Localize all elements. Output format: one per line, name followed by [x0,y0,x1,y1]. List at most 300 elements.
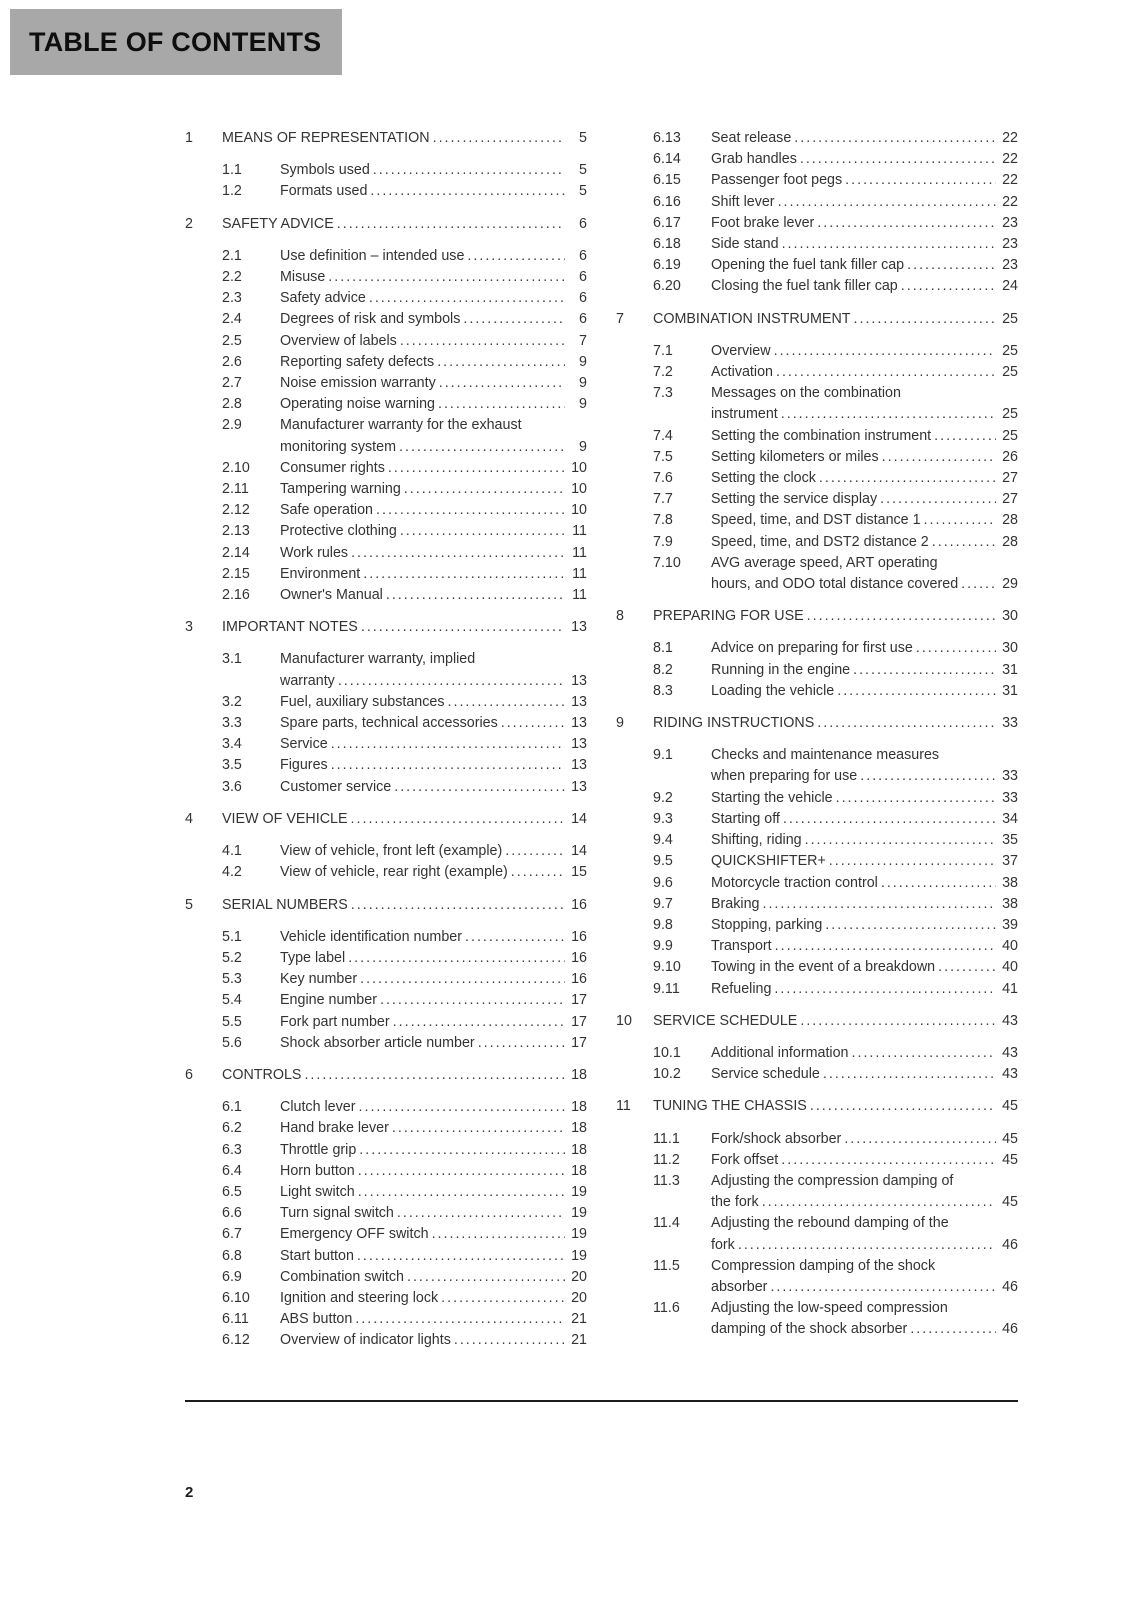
toc-entry-line [280,649,587,670]
toc-entry-body [280,1267,587,1288]
toc-entry-title: Overview of indicator lights [280,1332,451,1349]
toc-entry-line [280,585,587,606]
toc-leader-dots [924,510,996,531]
toc-entry-body [653,1096,1018,1117]
toc-entry-title: Hand brake lever [280,1120,389,1137]
toc-entry-number: 10.2 [653,1066,681,1083]
toc-section-entry [616,426,1018,447]
toc-entry-page: 7 [579,332,587,349]
toc-entry-line [711,979,1018,1000]
toc-entry-body [711,1129,1018,1150]
toc-entry-page: 28 [1002,533,1018,550]
toc-entry-title: Adjusting the low-speed compression [711,1300,948,1317]
toc-leader-dots [373,160,565,181]
toc-entry-body [711,213,1018,234]
toc-entry-body [280,394,587,415]
toc-entry-line [222,214,587,235]
toc-entry-body [711,276,1018,297]
toc-leader-dots [394,777,565,798]
toc-leader-dots [938,957,996,978]
toc-entry-line [280,713,587,734]
toc-entry-body [222,809,587,830]
toc-section-entry [616,1150,1018,1171]
toc-entry-line [711,1256,1018,1277]
toc-entry-number: 6.4 [222,1162,242,1179]
toc-entry-page: 29 [1002,576,1018,593]
toc-leader-dots [852,1043,997,1064]
toc-section-entry [185,564,587,585]
toc-entry-number: 4.2 [222,864,242,881]
toc-entry-page: 45 [1002,1194,1018,1211]
toc-entry-body [280,1033,587,1054]
toc-chapter-entry [185,1065,587,1086]
toc-section-entry [616,894,1018,915]
toc-entry-title: Fuel, auxiliary substances [280,693,445,710]
toc-entry-page: 14 [571,843,587,860]
toc-entry-line [653,713,1018,734]
toc-entry-body [711,660,1018,681]
toc-leader-dots [781,1150,996,1171]
toc-entry-body [280,479,587,500]
toc-entry-title: the fork [711,1194,759,1211]
toc-entry-title: Manufacturer warranty for the exhaust [280,417,522,434]
toc-entry-line [280,1246,587,1267]
toc-entry-body [711,489,1018,510]
toc-entry-number: 3.5 [222,757,242,774]
toc-section-entry [185,1118,587,1139]
toc-entry-body [711,638,1018,659]
toc-section-entry [616,383,1018,425]
toc-entry-page: 19 [571,1247,587,1264]
toc-entry-title: monitoring system [280,438,397,455]
toc-entry-number: 9.10 [653,959,681,976]
toc-entry-page: 9 [579,438,587,455]
toc-entry-body [711,1043,1018,1064]
toc-section-entry [616,1298,1018,1340]
toc-entry-line [222,128,587,149]
toc-leader-dots [817,213,996,234]
toc-entry-title: Shifting, riding [711,832,802,849]
toc-entry-title: COMBINATION INSTRUMENT [653,310,851,327]
toc-entry-title: Speed, time, and DST2 distance 2 [711,533,929,550]
toc-leader-dots [774,341,996,362]
toc-entry-body [280,969,587,990]
toc-entry-page: 41 [1002,980,1018,997]
toc-section-entry [616,468,1018,489]
toc-section-entry [616,128,1018,149]
toc-entry-body [280,713,587,734]
toc-entry-number: 5.1 [222,928,242,945]
toc-entry-number: 1.1 [222,162,242,179]
toc-section-entry [185,927,587,948]
toc-entry-title: Speed, time, and DST distance 1 [711,512,921,529]
toc-entry-number: 6.14 [653,151,681,168]
toc-section-entry [185,1012,587,1033]
toc-entry-title: warranty [280,672,335,689]
toc-entry-line [280,1097,587,1118]
toc-entry-title: Shock absorber article number [280,1034,475,1051]
toc-entry-page: 46 [1002,1236,1018,1253]
toc-section-entry [616,276,1018,297]
toc-section-entry [185,1140,587,1161]
toc-entry-line [653,1011,1018,1032]
toc-entry-line [711,745,1018,766]
toc-entry-title: damping of the shock absorber [711,1321,908,1338]
toc-entry-page: 23 [1002,236,1018,253]
toc-entry-line [711,532,1018,553]
toc-entry-body [222,128,587,149]
toc-entry-page: 18 [571,1162,587,1179]
toc-entry-number: 9 [616,715,624,732]
toc-entry-title: PREPARING FOR USE [653,608,804,625]
toc-entry-title: Closing the fuel tank filler cap [711,278,898,295]
toc-section-entry [616,255,1018,276]
toc-leader-dots [432,1224,565,1245]
toc-entry-page: 5 [579,130,587,146]
toc-entry-line [711,638,1018,659]
toc-entry-page: 13 [571,693,587,710]
toc-leader-dots [407,1267,565,1288]
toc-entry-title: Loading the vehicle [711,682,835,699]
toc-entry-line [280,521,587,542]
toc-entry-title: Adjusting the rebound damping of the [711,1215,949,1232]
toc-entry-body [711,1171,1018,1213]
toc-entry-title: Fork/shock absorber [711,1130,842,1147]
toc-leader-dots [351,895,565,916]
toc-entry-number: 2.1 [222,247,242,264]
toc-entry-title: Safe operation [280,502,373,519]
toc-entry-title: Protective clothing [280,523,397,540]
toc-leader-dots [901,276,996,297]
toc-leader-dots [932,532,996,553]
toc-leader-dots [805,830,996,851]
toc-entry-number: 6.18 [653,236,681,253]
toc-leader-dots [501,713,565,734]
toc-entry-title: Clutch lever [280,1099,356,1116]
toc-entry-number: 7 [616,310,624,327]
toc-entry-title: Setting the clock [711,470,816,487]
toc-section-entry [185,415,587,457]
toc-leader-dots [357,1246,565,1267]
toc-entry-number: 9.7 [653,895,673,912]
toc-leader-dots [829,851,996,872]
toc-entry-title: SERVICE SCHEDULE [653,1012,798,1029]
toc-entry-body [280,755,587,776]
toc-entry-body [711,426,1018,447]
toc-entry-number: 6.11 [222,1311,249,1328]
toc-entry-page: 31 [1002,661,1018,678]
toc-leader-dots [467,246,565,267]
toc-leader-dots [397,1203,565,1224]
toc-entry-line [280,1161,587,1182]
toc-leader-dots [807,606,996,627]
toc-entry-body [711,873,1018,894]
toc-leader-dots [478,1033,565,1054]
toc-entry-page: 13 [571,757,587,774]
toc-entry-number: 7.3 [653,385,673,402]
toc-entry-number: 2.2 [222,269,242,286]
toc-entry-body [653,1011,1018,1032]
toc-entry-line [280,777,587,798]
toc-entry-line [280,500,587,521]
toc-entry-line [280,479,587,500]
toc-entry-title: Overview of labels [280,332,397,349]
toc-entry-line [280,246,587,267]
toc-section-entry [185,1288,587,1309]
toc-entry-number: 5.6 [222,1034,242,1051]
toc-section-entry [185,1246,587,1267]
toc-entry-title: Type label [280,949,346,966]
toc-entry-line [711,1043,1018,1064]
toc-content [185,128,1018,1352]
toc-leader-dots [823,1064,996,1085]
toc-entry-number: 6.5 [222,1183,242,1200]
toc-entry-title: Environment [280,565,361,582]
toc-leader-dots [844,1129,996,1150]
toc-entry-body [280,1203,587,1224]
toc-entry-page: 17 [571,1034,587,1051]
toc-section-entry [185,352,587,373]
toc-entry-page: 13 [571,619,587,636]
toc-entry-title: Fork offset [711,1151,779,1168]
toc-leader-dots [337,214,565,235]
toc-section-entry [185,1309,587,1330]
toc-entry-number: 9.5 [653,853,673,870]
toc-chapter-entry [616,1096,1018,1117]
toc-entry-line [653,606,1018,627]
toc-entry-line [711,915,1018,936]
toc-leader-dots [825,915,996,936]
toc-entry-page: 22 [1002,193,1018,210]
toc-column-right [616,128,1018,1352]
toc-entry-line [711,426,1018,447]
toc-entry-title: Grab handles [711,151,797,168]
toc-entry-line [711,1129,1018,1150]
toc-section-entry [616,192,1018,213]
toc-entry-title: IMPORTANT NOTES [222,619,358,636]
toc-entry-page: 6 [579,290,587,307]
toc-entry-body [280,246,587,267]
toc-leader-dots [511,862,565,883]
toc-entry-body [280,649,587,691]
toc-leader-dots [328,267,565,288]
toc-entry-number: 6.15 [653,172,681,189]
toc-section-entry [616,341,1018,362]
toc-entry-body [280,862,587,883]
toc-leader-dots [351,809,565,830]
toc-entry-title: Throttle grip [280,1141,357,1158]
toc-entry-body [711,447,1018,468]
toc-entry-title: Compression damping of the shock [711,1257,936,1274]
toc-entry-line [711,128,1018,149]
toc-entry-title: Symbols used [280,162,370,179]
toc-entry-body [653,713,1018,734]
toc-entry-number: 6.12 [222,1332,250,1349]
toc-entry-line [711,447,1018,468]
toc-entry-line [653,1096,1018,1117]
toc-column-left [185,128,587,1352]
toc-entry-body [280,500,587,521]
toc-leader-dots [776,362,996,383]
toc-entry-page: 16 [571,971,587,988]
toc-entry-title: Starting the vehicle [711,789,833,806]
toc-chapter-entry [616,1011,1018,1032]
toc-entry-title: when preparing for use [711,768,858,785]
toc-leader-dots [860,766,996,787]
toc-entry-number: 7.8 [653,512,673,529]
toc-entry-line [280,352,587,373]
toc-entry-line [711,788,1018,809]
toc-entry-number: 7.9 [653,533,673,550]
toc-entry-page: 43 [1002,1066,1018,1083]
toc-entry-number: 9.6 [653,874,673,891]
toc-entry-number: 6.19 [653,257,681,274]
toc-entry-page: 45 [1002,1098,1018,1115]
toc-entry-number: 2.4 [222,311,242,328]
toc-entry-line [280,331,587,352]
toc-entry-line [280,1012,587,1033]
toc-entry-title: Use definition – intended use [280,247,465,264]
toc-section-entry [616,1171,1018,1213]
toc-entry-title: VIEW OF VEHICLE [222,810,348,827]
toc-entry-line [711,766,1018,787]
toc-entry-line [711,553,1018,574]
toc-entry-number: 5.4 [222,992,242,1009]
toc-entry-line [711,341,1018,362]
toc-entry-title: Passenger foot pegs [711,172,843,189]
toc-entry-page: 17 [571,992,587,1009]
toc-leader-dots [854,309,996,330]
toc-entry-page: 6 [579,247,587,264]
toc-leader-dots [819,468,996,489]
page-title: TABLE OF CONTENTS [29,26,322,57]
toc-leader-dots [433,128,565,149]
toc-chapter-entry [185,128,587,149]
toc-leader-dots [393,1012,565,1033]
toc-leader-dots [441,1288,565,1309]
toc-entry-page: 13 [571,715,587,732]
toc-section-entry [616,1064,1018,1085]
toc-leader-dots [404,479,565,500]
toc-entry-title: Towing in the event of a breakdown [711,959,936,976]
toc-entry-number: 7.10 [653,554,681,571]
toc-leader-dots [778,192,996,213]
toc-entry-line [280,1140,587,1161]
toc-entry-body [280,1182,587,1203]
toc-entry-number: 11.1 [653,1130,680,1147]
toc-entry-number: 5 [185,896,193,913]
toc-entry-number: 2.13 [222,523,250,540]
toc-entry-title: Owner's Manual [280,587,383,604]
toc-entry-line [280,990,587,1011]
toc-entry-line [280,437,587,458]
toc-entry-page: 11 [572,523,587,540]
toc-entry-line [711,404,1018,425]
toc-entry-line [711,1235,1018,1256]
toc-chapter-entry [185,809,587,830]
toc-entry-line [711,1298,1018,1319]
toc-entry-title: Consumer rights [280,459,385,476]
toc-entry-page: 30 [1002,640,1018,657]
toc-entry-body [280,564,587,585]
toc-section-entry [185,1161,587,1182]
toc-entry-line [222,1065,587,1086]
toc-entry-line [711,1171,1018,1192]
toc-entry-body [280,841,587,862]
toc-entry-number: 2 [185,215,193,232]
toc-entry-page: 9 [579,353,587,370]
toc-entry-title: View of vehicle, front left (example) [280,843,503,860]
toc-entry-title: Combination switch [280,1268,404,1285]
toc-entry-line [711,936,1018,957]
toc-chapter-entry [185,214,587,235]
toc-entry-line [280,288,587,309]
toc-entry-line [711,1150,1018,1171]
toc-section-entry [616,447,1018,468]
toc-entry-line [711,192,1018,213]
toc-entry-line [280,927,587,948]
toc-section-entry [185,267,587,288]
toc-section-entry [616,745,1018,787]
toc-entry-body [711,830,1018,851]
toc-leader-dots [348,948,565,969]
toc-entry-number: 6.1 [222,1099,242,1116]
toc-entry-page: 26 [1002,448,1018,465]
toc-entry-page: 27 [1002,470,1018,487]
toc-leader-dots [400,331,565,352]
toc-entry-number: 6.17 [653,214,681,231]
toc-entry-number: 2.9 [222,417,242,434]
toc-entry-page: 34 [1002,810,1018,827]
toc-entry-body [280,543,587,564]
toc-entry-number: 10.1 [653,1044,681,1061]
toc-entry-number: 2.11 [222,481,249,498]
toc-entry-page: 11 [572,587,587,604]
toc-entry-page: 19 [571,1226,587,1243]
toc-entry-line [280,160,587,181]
toc-entry-title: Running in the engine [711,661,851,678]
toc-section-entry [185,755,587,776]
toc-entry-number: 9.9 [653,938,673,955]
toc-entry-title: Opening the fuel tank filler cap [711,257,905,274]
toc-leader-dots [882,447,996,468]
toc-section-entry [185,1033,587,1054]
toc-entry-body [222,1065,587,1086]
toc-entry-page: 28 [1002,512,1018,529]
toc-entry-page: 45 [1002,1130,1018,1147]
toc-section-entry [185,500,587,521]
toc-entry-title: Overview [711,342,771,359]
toc-entry-body [711,979,1018,1000]
toc-entry-title: QUICKSHIFTER+ [711,853,826,870]
toc-leader-dots [817,713,996,734]
toc-entry-page: 22 [1002,130,1018,146]
toc-entry-number: 3.1 [222,651,242,668]
toc-entry-number: 7.4 [653,427,673,444]
toc-entry-body [711,788,1018,809]
toc-entry-title: Service schedule [711,1066,820,1083]
toc-entry-line [280,692,587,713]
toc-entry-page: 20 [571,1268,587,1285]
toc-leader-dots [359,1097,566,1118]
toc-entry-page: 25 [1002,364,1018,381]
toc-entry-page: 6 [579,215,587,232]
toc-entry-number: 3.3 [222,715,242,732]
toc-entry-line [711,383,1018,404]
toc-entry-number: 3.4 [222,736,242,753]
toc-leader-dots [934,426,996,447]
toc-entry-title: Advice on preparing for first use [711,640,913,657]
